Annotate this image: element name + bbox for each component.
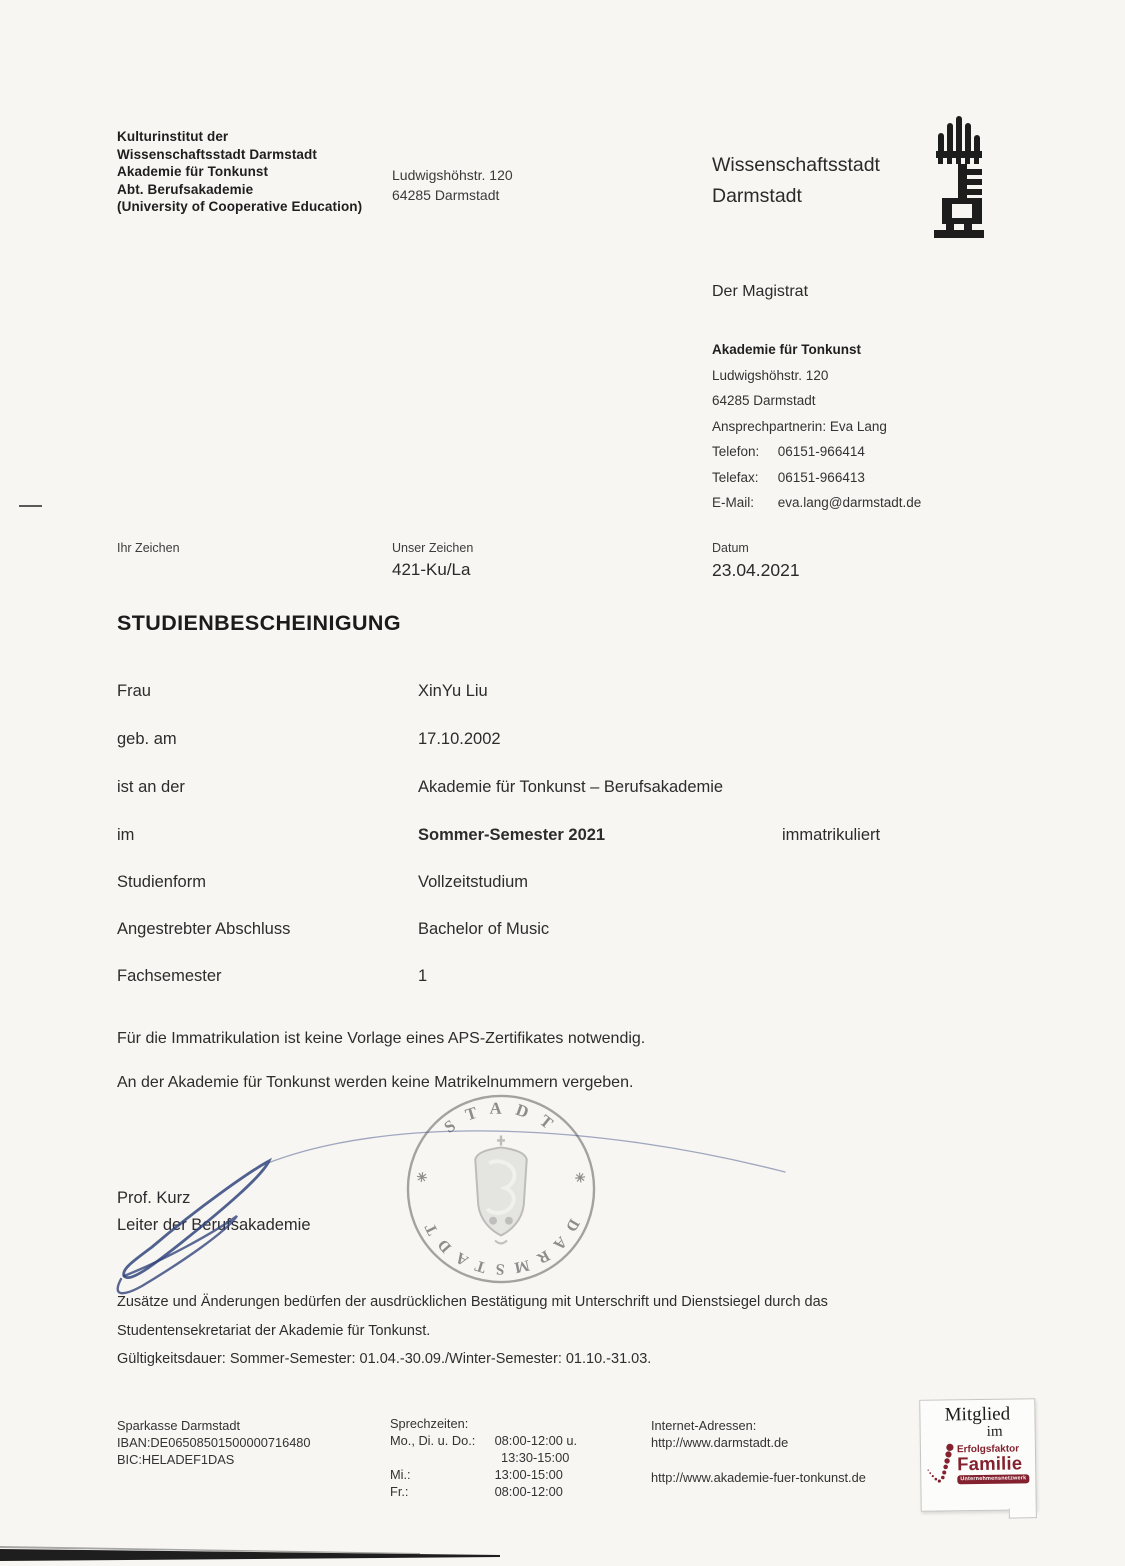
hours-row — [390, 1432, 577, 1449]
bank-iban: IBAN:DE06508501500000716480 — [117, 1435, 311, 1450]
city-line: Wissenschaftsstadt — [712, 154, 880, 176]
svg-text:✳ — [572, 1171, 587, 1184]
field-value: Akademie für Tonkunst – Berufsakademie — [418, 778, 724, 796]
paragraph-matrikel: An der Akademie für Tonkunst werden keine Matrikelnummern vergeben. — [117, 1074, 634, 1091]
sender-street: Ludwigshöhstr. 120 — [392, 167, 513, 183]
unser-zeichen-value: 421-Ku/La — [392, 560, 471, 579]
bank-bic: BIC:HELADEF1DAS — [117, 1452, 235, 1467]
hours-time: 08:00-12:00 — [494, 1484, 563, 1499]
hours-time: 13:30-15:00 — [501, 1450, 570, 1465]
office-phone-row — [712, 439, 921, 465]
field-value: Sommer-Semester 2021 — [418, 826, 606, 844]
internet-url-akademie: http://www.akademie-fuer-tonkunst.de — [651, 1470, 866, 1485]
field-label: Studienform — [117, 873, 206, 891]
office-department: Akademie für Tonkunst — [712, 342, 862, 357]
field-value: 1 — [418, 967, 428, 985]
sender-line: Akademie für Tonkunst — [117, 164, 269, 179]
field-label: Fachsemester — [117, 967, 222, 985]
magistrat-line: Der Magistrat — [712, 283, 809, 300]
internet-url-darmstadt: http://www.darmstadt.de — [651, 1435, 789, 1450]
unser-zeichen-label: Unser Zeichen — [392, 541, 474, 555]
fax-value: 06151-966413 — [777, 469, 865, 485]
office-street: Ludwigshöhstr. 120 — [712, 367, 829, 383]
badge-fold-tab — [1009, 1508, 1037, 1518]
email-label: E-Mail: — [712, 495, 755, 510]
hours-row — [390, 1449, 577, 1466]
badge-brand-sub: Unternehmensnetzwerk — [957, 1474, 1029, 1484]
phone-label: Telefon: — [712, 444, 760, 459]
internet-title: Internet-Adressen: — [651, 1418, 757, 1433]
field-value: Vollzeitstudium — [418, 873, 529, 891]
footer-internet-block — [651, 1417, 866, 1486]
stamp-star-left: ✳ — [414, 1170, 431, 1184]
datum-label: Datum — [712, 541, 749, 555]
hours-days: Mi.: — [390, 1467, 411, 1482]
stamp-coat-of-arms — [475, 1136, 526, 1244]
sender-line: (University of Cooperative Education) — [117, 199, 363, 214]
badge-member-line1: Mitglied — [944, 1403, 1011, 1426]
stamp-star-right: ✳ — [571, 1171, 588, 1185]
stamp-top-text: STADT — [440, 1098, 567, 1141]
field-suffix: immatrikuliert — [782, 826, 881, 844]
smallprint-line: Studentensekretariat der Akademie für Tonkunst. — [117, 1322, 431, 1339]
erfolgsfaktor-familie-badge — [919, 1398, 1037, 1512]
office-fax-row — [712, 465, 921, 491]
footer-bank-block — [117, 1417, 311, 1468]
hours-row — [390, 1466, 577, 1483]
paragraph-aps: Für die Immatrikulation ist keine Vorlage eines APS-Zertifikates notwendig. — [117, 1030, 646, 1047]
badge-brand-main: Familie — [956, 1452, 1023, 1475]
signatory-block — [117, 1185, 311, 1239]
ihr-zeichen-label: Ihr Zeichen — [117, 541, 180, 555]
spacer — [651, 1451, 866, 1469]
sender-line: Wissenschaftsstadt Darmstadt — [117, 146, 317, 162]
city-wordmark — [712, 150, 880, 212]
signatory-name: Prof. Kurz — [117, 1189, 191, 1207]
hours-days: Fr.: — [390, 1484, 409, 1499]
svg-text:✳ — [415, 1171, 430, 1184]
sender-city: 64285 Darmstadt — [392, 186, 500, 203]
hours-days: Mo., Di. u. Do.: — [390, 1433, 476, 1448]
smallprint-line: Zusätze und Änderungen bedürfen der ausdrücklichen Bestätigung mit Unterschrift und Dienstsiegel durch das — [117, 1294, 828, 1310]
stamp-bottom-text: DARMSTADT — [417, 1212, 583, 1278]
office-contact-block — [712, 337, 921, 516]
city-line: Darmstadt — [712, 185, 802, 207]
field-value: 17.10.2002 — [418, 730, 501, 748]
fax-label: Telefax: — [712, 469, 759, 485]
smallprint-line: Gültigkeitsdauer: Sommer-Semester: 01.04.-30.09./Winter-Semester: 01.10.-31.03. — [117, 1351, 652, 1367]
sender-block — [117, 128, 362, 216]
hours-time: 08:00-12:00 u. — [494, 1433, 578, 1448]
footer-hours-block — [390, 1415, 577, 1500]
phone-value: 06151-966414 — [777, 444, 865, 459]
bank-name: Sparkasse Darmstadt — [117, 1418, 241, 1433]
hours-row — [390, 1483, 577, 1500]
hours-title: Sprechzeiten: — [390, 1416, 469, 1431]
field-value: XinYu Liu — [418, 682, 488, 700]
sender-line: Abt. Berufsakademie — [117, 181, 254, 197]
field-value: Bachelor of Music — [418, 920, 550, 938]
field-label: geb. am — [117, 730, 177, 748]
office-contact-person: Ansprechpartnerin: Eva Lang — [712, 418, 887, 434]
signatory-role: Leiter der Berufsakademie — [117, 1216, 311, 1234]
field-label: Frau — [117, 682, 151, 700]
hours-time: 13:00-15:00 — [494, 1467, 563, 1482]
badge-member-line2: im — [986, 1423, 1003, 1440]
sender-address — [392, 166, 513, 205]
sender-line: Kulturinstitut der — [117, 129, 229, 144]
field-label: Angestrebter Abschluss — [117, 920, 291, 938]
city-stamp-icon — [402, 1090, 600, 1293]
darmstadt-tower-logo-icon — [928, 113, 990, 244]
dotted-checkmark-icon — [926, 1442, 957, 1484]
office-city: 64285 Darmstadt — [712, 393, 816, 408]
email-value: eva.lang@darmstadt.de — [777, 495, 922, 510]
datum-value: 23.04.2021 — [712, 560, 800, 580]
legal-smallprint — [117, 1288, 828, 1374]
badge-brand-top: Erfolgsfaktor — [956, 1443, 1020, 1456]
document-title: STUDIENBESCHEINIGUNG — [117, 611, 401, 635]
scan-artifact-line — [0, 1545, 520, 1566]
fold-mark — [19, 505, 42, 507]
field-label: im — [117, 826, 135, 844]
field-label: ist an der — [117, 778, 185, 796]
office-email-row — [712, 490, 921, 516]
